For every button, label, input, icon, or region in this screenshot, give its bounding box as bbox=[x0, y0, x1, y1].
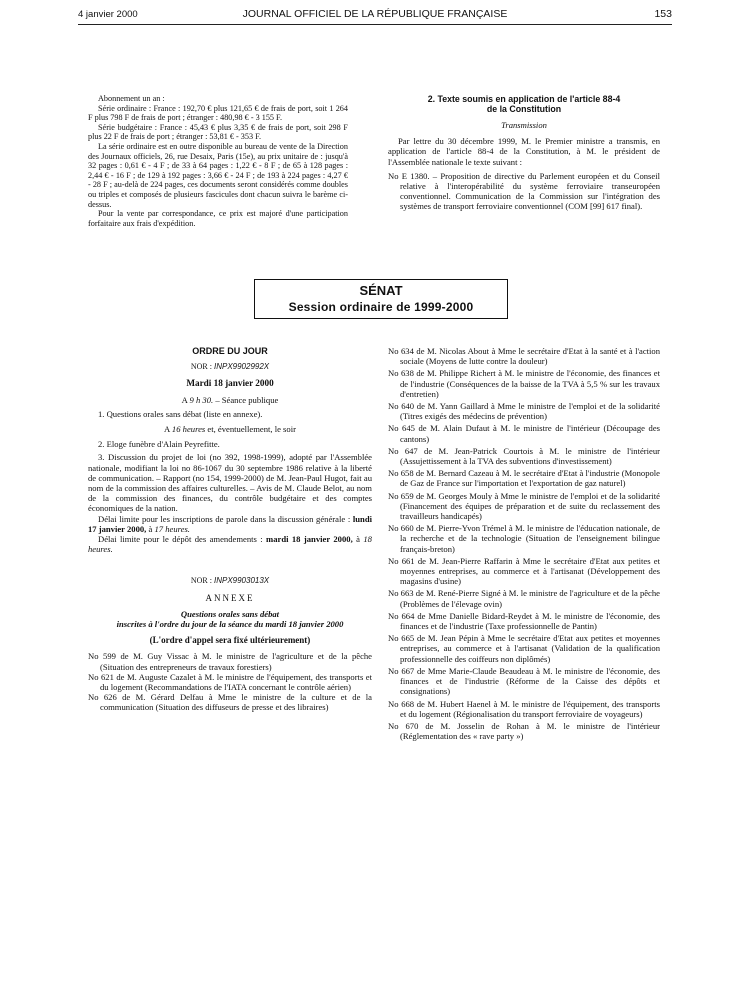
seance-afternoon: A 16 heures et, éventuellement, le soir bbox=[164, 424, 296, 435]
vente-bureau: La série ordinaire est en outre disponible au bureau de vente de la Direction des Journaux officiels, 26, rue Desaix, Paris (15e), au prix unitaire de : jusqu'à 32 pages : 0,61 € - 4 F ; de 33 à 64 pages : 1,22 € - 8 F ; de 65 à 128 pages : 2,44 € - 16 F ; de 129 à 192 pages : 3,66 € - 24 F ; de 193 à 224 pages : 4,27 € - 28 F ; au-delà de 224 pages, ces documents seront considérés comme doubles ou triples et composés de plusieurs fascicules dont chacun suivra le barème ci-dessus. bbox=[88, 141, 348, 209]
question-item: No 659 de M. Georges Mouly à Mme le ministre de l'emploi et de la solidarité (Financement des équipes de préparation et de suite du reclassement des travailleurs handicapés) bbox=[388, 490, 660, 522]
ordre-du-jour-title: ORDRE DU JOUR bbox=[192, 346, 268, 356]
annexe-subtitle-2: inscrites à l'ordre du jour de la séance du mardi 18 janvier 2000 bbox=[116, 619, 344, 630]
serie-ordinaire: Série ordinaire : France : 192,70 € plus 121,65 € de frais de port, soit 1 264 F plus 798 F de frais de port ; étranger : 480,98 € - 3 155 F. bbox=[88, 103, 348, 123]
journal-title: JOURNAL OFFICIEL DE LA RÉPUBLIQUE FRANÇAISE bbox=[242, 8, 508, 20]
texte-soumis-block bbox=[388, 94, 660, 212]
question-item: No 665 de M. Jean Pépin à Mme le secrétaire d'Etat aux petites et moyennes entreprises, au commerce et à l'artisanat (Validation de la qualification professionnelle des coiffeurs non diplômés) bbox=[388, 633, 660, 664]
session-title: Session ordinaire de 1999-2000 bbox=[288, 300, 474, 314]
senat-title: SÉNAT bbox=[359, 283, 403, 298]
agenda-item-1: 1. Questions orales sans débat (liste en annexe). bbox=[98, 408, 263, 419]
delai-inscriptions: Délai limite pour les inscriptions de parole dans la discussion générale : lundi 17 janvier 2000, à 17 heures. bbox=[88, 513, 372, 534]
nor-reference-1: NOR : INPX9902992X bbox=[190, 362, 270, 372]
question-item: No 658 de M. Bernard Cazeau à M. le secrétaire d'Etat à l'industrie (Monopole de Gaz de France sur l'importation et l'exportation de gaz naturel) bbox=[388, 468, 660, 489]
question-item: No 660 de M. Pierre-Yvon Trémel à M. le ministre de l'éducation nationale, de la recherche et de la technologie (Situation de l'enseignement bilingue français-breton) bbox=[388, 523, 660, 554]
question-item: No 664 de Mme Danielle Bidard-Reydet à M. le ministre de l'économie, des finances et de l'industrie (Taxe professionnelle de Pantin) bbox=[388, 610, 660, 632]
question-item: No 670 de M. Josselin de Rohan à M. le ministre de l'intérieur (Réglementation des « rave party ») bbox=[388, 720, 660, 742]
right-column bbox=[388, 346, 660, 743]
agenda-item-2: 2. Eloge funèbre d'Alain Peyrefitte. bbox=[98, 439, 220, 450]
left-column bbox=[88, 346, 372, 713]
agenda-item-3: 3. Discussion du projet de loi (no 392, 1998-1999), adopté par l'Assemblée nationale, modifiant la loi no 86-1067 du 30 septembre 1986 relative à la liberté de communication. – Rapport (no 154, 1999-2000) de M. Jean-Paul Hugot, fait au nom de la commission des affaires culturelles. – Avis de M. Claude Belot, au nom de la commission des finances, du contrôle budgétaire et des comptes économiques de la nation. bbox=[88, 452, 372, 514]
header-date: 4 janvier 2000 bbox=[78, 9, 138, 20]
texte-soumis-title-1: 2. Texte soumis en application de l'article 88-4 bbox=[427, 94, 621, 104]
seance-morning: A 9 h 30. – Séance publique bbox=[181, 394, 279, 405]
transmission-heading: Transmission bbox=[501, 120, 547, 130]
question-item: No 645 de M. Alain Dufaut à M. le ministre de l'intérieur (Découpage des cantons) bbox=[388, 423, 660, 444]
annexe-title: ANNEXE bbox=[205, 592, 255, 603]
question-item: No 663 de M. René-Pierre Signé à M. le ministre de l'agriculture et de la pêche (Problèmes de l'élevage ovin) bbox=[388, 588, 660, 609]
question-item: No 647 de M. Jean-Patrick Courtois à M. le ministre de l'intérieur (Assujettissement à la TVA des subventions d'investissement) bbox=[388, 445, 660, 467]
header-rule bbox=[78, 24, 672, 25]
question-item: No 599 de M. Guy Vissac à M. le ministre de l'agriculture et de la pêche (Situation des entrepreneurs de travaux forestiers) bbox=[88, 651, 372, 672]
question-item: No 640 de M. Yann Gaillard à Mme le ministre de l'emploi et de la solidarité (Titres exigés des médecins de prévention) bbox=[388, 401, 660, 422]
annexe-subtitle-1: Questions orales sans débat bbox=[180, 608, 280, 619]
delai-amendements: Délai limite pour le dépôt des amendements : mardi 18 janvier 2000, à 18 heures. bbox=[88, 534, 372, 555]
subscription-block bbox=[88, 94, 348, 228]
page-number: 153 bbox=[654, 8, 672, 20]
transmission-paragraph: Par lettre du 30 décembre 1999, M. le Premier ministre a transmis, en application de l'article 88-4 de la Constitution, à M. le président de l'Assemblée nationale le texte suivant : bbox=[388, 136, 660, 167]
question-item: No 621 de M. Auguste Cazalet à M. le ministre de l'équipement, des transports et du logement (Recommandations de l'IATA concernant le contrôle aérien) bbox=[88, 671, 372, 693]
senat-box bbox=[254, 279, 508, 319]
document-item: No E 1380. – Proposition de directive du Parlement européen et du Conseil relative à l'interopérabilité du système ferroviaire transeuropéen conventionnel. Communication de la Commission sur l'intégration des systèmes de transport ferroviaire conventionnel (COM [99] 617 final). bbox=[388, 170, 660, 212]
question-item: No 668 de M. Hubert Haenel à M. le ministre de l'équipement, des transports et du logement (Régionalisation du transport ferroviaire de voyageurs) bbox=[388, 698, 660, 719]
question-item: No 667 de Mme Marie-Claude Beaudeau à M. le ministre de l'économie, des finances et de l'industrie (Réforme de la Caisse des dépôts et consignations) bbox=[388, 665, 660, 697]
annexe-note: (L'ordre d'appel sera fixé ultérieurement) bbox=[149, 635, 311, 646]
serie-budgetaire: Série budgétaire : France : 45,43 € plus 3,35 € de frais de port, soit 298 F plus 22 F de frais de port ; étranger : 53,81 € - 353 F. bbox=[88, 122, 348, 142]
question-item: No 626 de M. Gérard Delfau à Mme le ministre de la culture et de la communication (Situation des diffuseurs de presse et des libraires) bbox=[88, 692, 372, 713]
vente-correspondance: Pour la vente par correspondance, ce prix est majoré d'une participation forfaitaire aux frais d'expédition. bbox=[88, 209, 348, 228]
seance-date: Mardi 18 janvier 2000 bbox=[186, 378, 274, 389]
question-item: No 661 de M. Jean-Pierre Raffarin à Mme le secrétaire d'Etat aux petites et moyennes entreprises, au commerce et à l'artisanat (Développement des magasins d'usine) bbox=[388, 555, 660, 587]
question-item: No 638 de M. Philippe Richert à M. le ministre de l'économie, des finances et de l'industrie (Conséquences de la baisse de la TVA à 5,5 % sur les travaux d'entretien) bbox=[388, 368, 660, 399]
texte-soumis-title-2: de la Constitution bbox=[486, 104, 562, 114]
question-item: No 634 de M. Nicolas About à Mme le secrétaire d'Etat à la santé et à l'action sociale (Moyens de lutte contre la douleur) bbox=[388, 346, 660, 367]
subscription-intro: Abonnement un an : bbox=[98, 94, 165, 103]
page-header bbox=[78, 6, 672, 22]
nor-reference-2: NOR : INPX9903013X bbox=[190, 576, 270, 586]
